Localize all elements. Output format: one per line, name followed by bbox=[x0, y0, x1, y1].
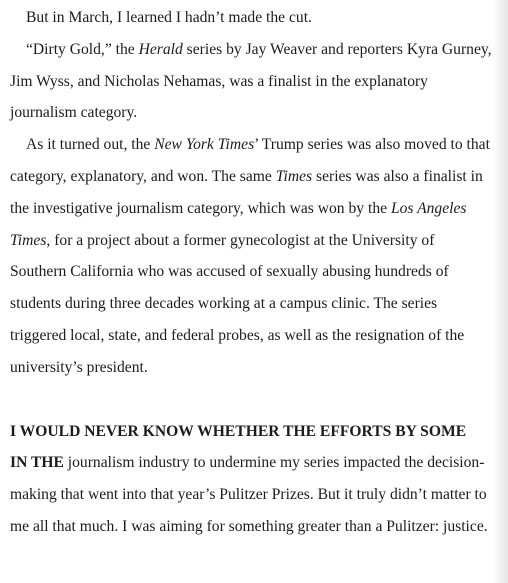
paragraph-2 bbox=[10, 34, 492, 129]
page-edge-shadow bbox=[492, 0, 508, 583]
paragraph-4-lead-line-2: IN THE bbox=[10, 454, 64, 472]
paragraph-4-lead-line-1: I WOULD NEVER KNOW WHETHER THE EFFORTS BY SOME bbox=[10, 422, 467, 440]
paragraph-1 bbox=[10, 2, 492, 34]
section-break bbox=[10, 384, 492, 416]
body-text bbox=[10, 2, 492, 543]
paragraph-2-text-b: series by Jay Weaver and reporters Kyra Gurney, Jim Wyss, and Nicholas Nehamas, was a finalist in the explanatory journalism category. bbox=[10, 40, 492, 122]
paragraph-3-italic-times: Times bbox=[275, 167, 313, 185]
paragraph-2-italic-herald: Herald bbox=[138, 40, 183, 58]
paragraph-3-text-c: series was also a finalist in the investigative journalism category, which was won by the bbox=[10, 167, 483, 217]
paragraph-3-italic-nyt: New York Times bbox=[154, 136, 255, 154]
paragraph-3-italic-la-times: Los Angeles Times bbox=[10, 199, 467, 249]
paragraph-3-text-a: As it turned out, the bbox=[26, 136, 155, 154]
paragraph-4 bbox=[10, 416, 492, 543]
paragraph-3-text-d: , for a project about a former gynecologist at the University of Southern California who was accused of sexually abusing hundreds of students during three decades working at a campus clinic. The series triggered local, state, and federal probes, as well as the resignation of the university’s president. bbox=[10, 231, 465, 376]
paragraph-1-text: But in March, I learned I hadn’t made the cut. bbox=[26, 9, 312, 26]
paragraph-4-text: journalism industry to undermine my series impacted the decision-making that went into that year’s Pulitzer Prizes. But it truly didn’t matter to me all that much. I was aiming for something greater than a Pulitzer: justice. bbox=[10, 454, 488, 535]
paragraph-3-text-b: ’ Trump series was also moved to that category, explanatory, and won. The same bbox=[10, 136, 490, 185]
paragraph-3 bbox=[10, 129, 492, 383]
paragraph-2-text-a: “Dirty Gold,” the bbox=[26, 40, 139, 58]
